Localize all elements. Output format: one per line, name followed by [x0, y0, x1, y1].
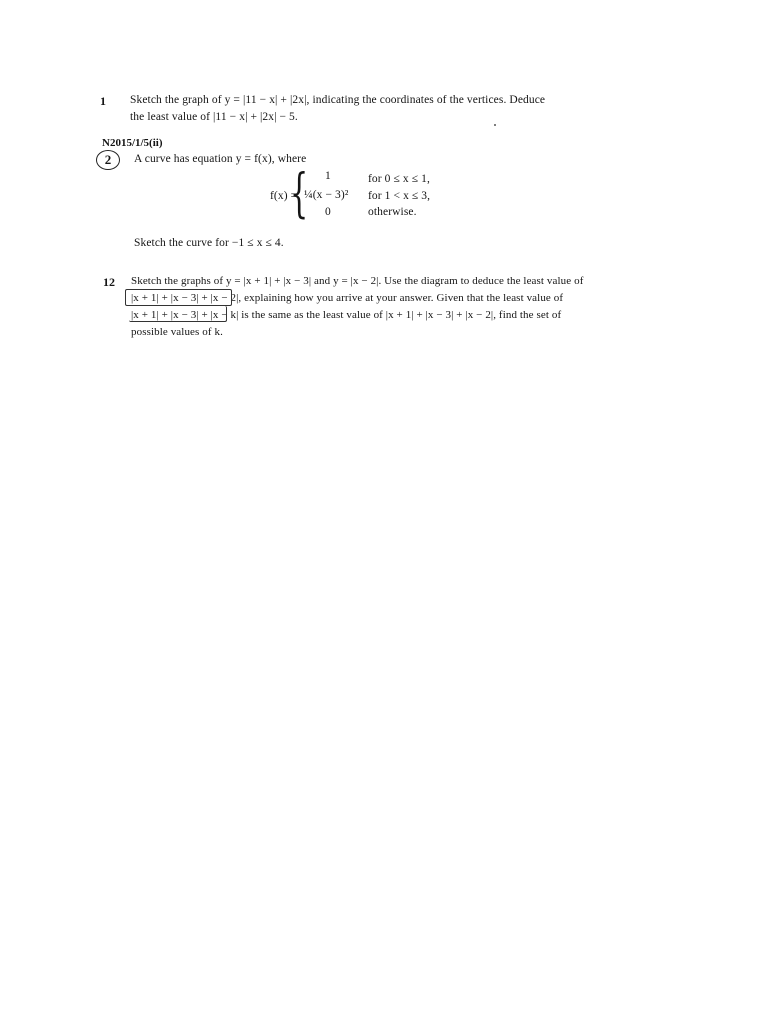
case-3-condition: otherwise.: [368, 206, 417, 218]
handwritten-box-annotation-2: [129, 306, 227, 322]
question-2-intro: A curve has equation y = f(x), where: [134, 153, 307, 165]
question-12-line-3: |x + 1| + |x − 3| + |x − k| is the same as the least value of |x + 1| + |x − 3| + |x − 2|, find the set of: [131, 309, 562, 321]
question-2-sketch-instruction: Sketch the curve for −1 ≤ x ≤ 4.: [134, 237, 284, 249]
scan-speck: [494, 124, 496, 126]
case-1-expression: 1: [325, 170, 331, 182]
case-1-condition: for 0 ≤ x ≤ 1,: [368, 173, 430, 185]
question-12-line-2: |x + 1| + |x − 3| + |x − 2|, explaining how you arrive at your answer. Given that the least value of: [131, 292, 564, 304]
case-2-condition: for 1 < x ≤ 3,: [368, 190, 431, 202]
question-12-line-1: Sketch the graphs of y = |x + 1| + |x − 3| and y = |x − 2|. Use the diagram to deduce the least value of: [131, 275, 584, 287]
question-2-number-circled: 2: [96, 150, 120, 170]
handwritten-box-annotation: [125, 289, 232, 306]
question-12-line-4: possible values of k.: [131, 326, 223, 338]
question-12-number: 12: [103, 275, 115, 289]
piecewise-lhs: f(x) =: [270, 190, 298, 202]
question-1-line-2: the least value of |11 − x| + |2x| − 5.: [130, 111, 298, 123]
question-1-line-1: Sketch the graph of y = |11 − x| + |2x|, indicating the coordinates of the vertices. Deduce: [130, 94, 546, 106]
left-brace: {: [290, 164, 309, 224]
question-1-number: 1: [100, 94, 106, 108]
case-3-expression: 0: [325, 206, 331, 218]
question-2-reference: N2015/1/5(ii): [102, 137, 163, 149]
case-2-expression: ¼(x − 3)²: [304, 189, 349, 201]
